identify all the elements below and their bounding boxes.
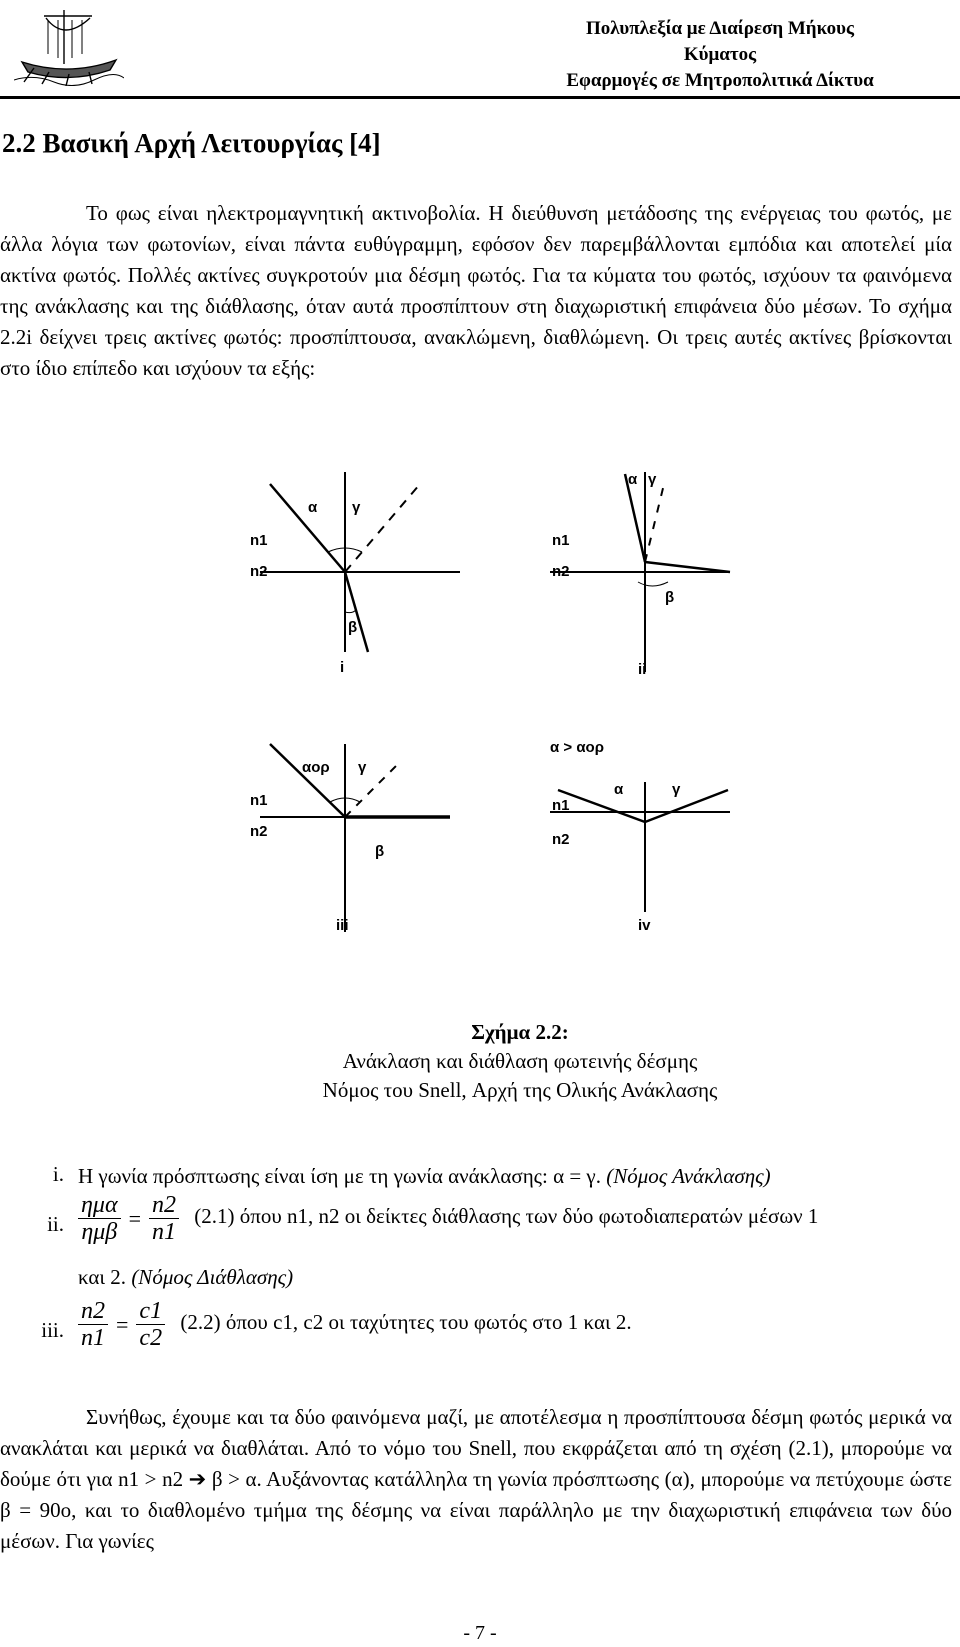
label-n2: n2 (552, 831, 570, 848)
page-number: - 7 - (463, 1622, 497, 1644)
list-item (78, 1192, 818, 1245)
label-gamma: γ (648, 472, 657, 488)
label-gamma: γ (672, 781, 681, 798)
fraction-numerator: c1 (136, 1298, 165, 1325)
diagram-iv (550, 782, 730, 912)
sine-ratio (78, 1192, 121, 1245)
label-n2: n2 (552, 563, 570, 580)
item-ii-law: (Νόμος Διάθλασης) (131, 1265, 294, 1289)
angle-arc (345, 610, 356, 613)
equals-sign: = (128, 1205, 141, 1231)
section-title: 2.2 Βασική Αρχή Λειτουργίας [4] (2, 128, 381, 158)
header-line-1: Πολυπλεξία με Διαίρεση Μήκους Κύματος (586, 18, 854, 65)
item-i-text: Η γωνία πρόσπτωσης είναι ίση με τη γωνία ανάκλασης: α = γ. (78, 1164, 601, 1188)
incident-ray (270, 744, 345, 817)
list-number: iii. (41, 1318, 64, 1342)
body-text: Συνήθως, έχουμε και τα δύο φαινόμενα μαζί, με αποτέλεσμα η προσπίπτουσα δέσμη φωτός μερικά να ανακλάται και μερικά να διαθλάται. Από το νόμο του Snell, που εκφράζεται από τη σχέση (2.1), μπορούμε να δούμε ότι για n1 > n2 ➔ β > α. Αυξάνοντας κατάλληλα τη γωνία πρόσπτωσης (α), μπορούμε να πετύχουμε ώστε β = 90ο, και το διαθλομένο τμήμα της δέσμης να είναι παράλληλο με την διαχωριστική επιφάνεια των δύο μέσων. Για γωνίες (0, 1405, 952, 1553)
label-n1: n1 (250, 532, 268, 549)
reflected-ray (645, 790, 728, 822)
label-alpha: α (308, 499, 318, 516)
label-beta: β (348, 619, 358, 636)
intro-paragraph (0, 198, 952, 384)
refracted-ray (345, 572, 368, 652)
label-n1: n1 (552, 797, 570, 814)
reflected-ray (345, 762, 400, 817)
label-n1: n1 (250, 792, 268, 809)
angle-arc (638, 582, 668, 586)
incident-ray (558, 790, 645, 822)
label-gamma: γ (352, 499, 361, 516)
label-ii: ii (638, 661, 647, 678)
fraction-denominator: c2 (139, 1325, 163, 1351)
intro-text: Το φως είναι ηλεκτρομαγνητική ακτινοβολία. Η διεύθυνση μετάδοσης της ενέργειας του φωτός, με άλλα λόγια των φωτονίων, είναι πάντα ευθύγραμμη, εφόσον δεν παρεμβάλλονται εμπόδια και αποτελεί μία ακτίνα φωτός. Πολλές ακτίνες συγκροτούν μια δέσμη φωτός. Για τα κύματα του φωτός, ισχύουν τα φαινόμενα της ανάκλασης και της διάθλασης, όταν αυτά προσπίπτουν στη διαχωριστική επιφάνεια δύο μέσων. Το σχήμα 2.2i δείχνει τρεις ακτίνες φωτός: προσπίπτουσα, ανακλώμενη, διαθλώμενη. Οι τρεις αυτές ακτίνες βρίσκονται στο ίδιο επίπεδο και ισχύουν τα εξής: (0, 201, 952, 380)
label-alpha-gt: α > αορ (550, 739, 604, 756)
running-header (560, 16, 880, 94)
item-ii-cont: και 2. (78, 1265, 127, 1289)
caption-title: Σχήμα 2.2: (471, 1020, 569, 1044)
body-paragraph (0, 1402, 952, 1557)
label-iii: iii (336, 917, 349, 934)
refracted-ray (645, 562, 730, 572)
reflected-ray (645, 480, 665, 562)
list-number: ii. (47, 1212, 64, 1236)
caption-line-2: Νόμος του Snell, Αρχή της Ολικής Ανάκλασης (322, 1078, 718, 1102)
diagram-ii (550, 472, 730, 672)
fraction-denominator: n1 (151, 1219, 176, 1245)
item-i-law: (Νόμος Ανάκλασης) (606, 1164, 771, 1188)
label-alpha: α (614, 781, 624, 798)
caption-line-1: Ανάκλαση και διάθλαση φωτεινής δέσμης (342, 1049, 698, 1073)
ship-logo-icon (14, 2, 124, 86)
label-n2: n2 (250, 563, 268, 580)
fraction-denominator: n1 (81, 1325, 105, 1351)
fraction-denominator: ημβ (81, 1219, 118, 1245)
index-ratio (78, 1298, 108, 1351)
label-alpha-cr: αορ (302, 759, 330, 776)
label-n2: n2 (250, 823, 268, 840)
equals-sign: = (116, 1311, 129, 1337)
label-n1: n1 (552, 532, 570, 549)
fraction-numerator: n2 (149, 1192, 179, 1219)
fraction-numerator: n2 (78, 1298, 108, 1325)
header-rule (0, 96, 960, 99)
label-i: i (340, 659, 345, 676)
item-iii-text: (2.2) όπου c1, c2 οι ταχύτητες του φωτός στο 1 και 2. (180, 1310, 632, 1335)
header-line-2: Εφαρμογές σε Μητροπολιτικά Δίκτυα (566, 70, 874, 91)
label-iv: iv (638, 917, 651, 934)
list-item (78, 1161, 771, 1191)
reflected-ray (345, 484, 420, 572)
list-item (78, 1298, 632, 1351)
index-ratio (149, 1192, 179, 1245)
speed-ratio (136, 1298, 165, 1351)
diagram-iii (260, 744, 450, 932)
item-ii-text: (2.1) όπου n1, n2 οι δείκτες διάθλασης των δύο φωτοδιαπερατών μέσων 1 (194, 1204, 819, 1229)
figure-caption (250, 1018, 790, 1105)
refraction-figure (240, 472, 740, 982)
list-item-continued (78, 1262, 293, 1292)
label-gamma: γ (358, 759, 367, 776)
label-beta: β (375, 843, 385, 860)
label-beta: β (665, 589, 675, 606)
label-alpha: α (628, 472, 638, 488)
fraction-numerator: ημα (78, 1192, 121, 1219)
incident-ray (270, 484, 345, 572)
list-number: i. (52, 1162, 64, 1186)
